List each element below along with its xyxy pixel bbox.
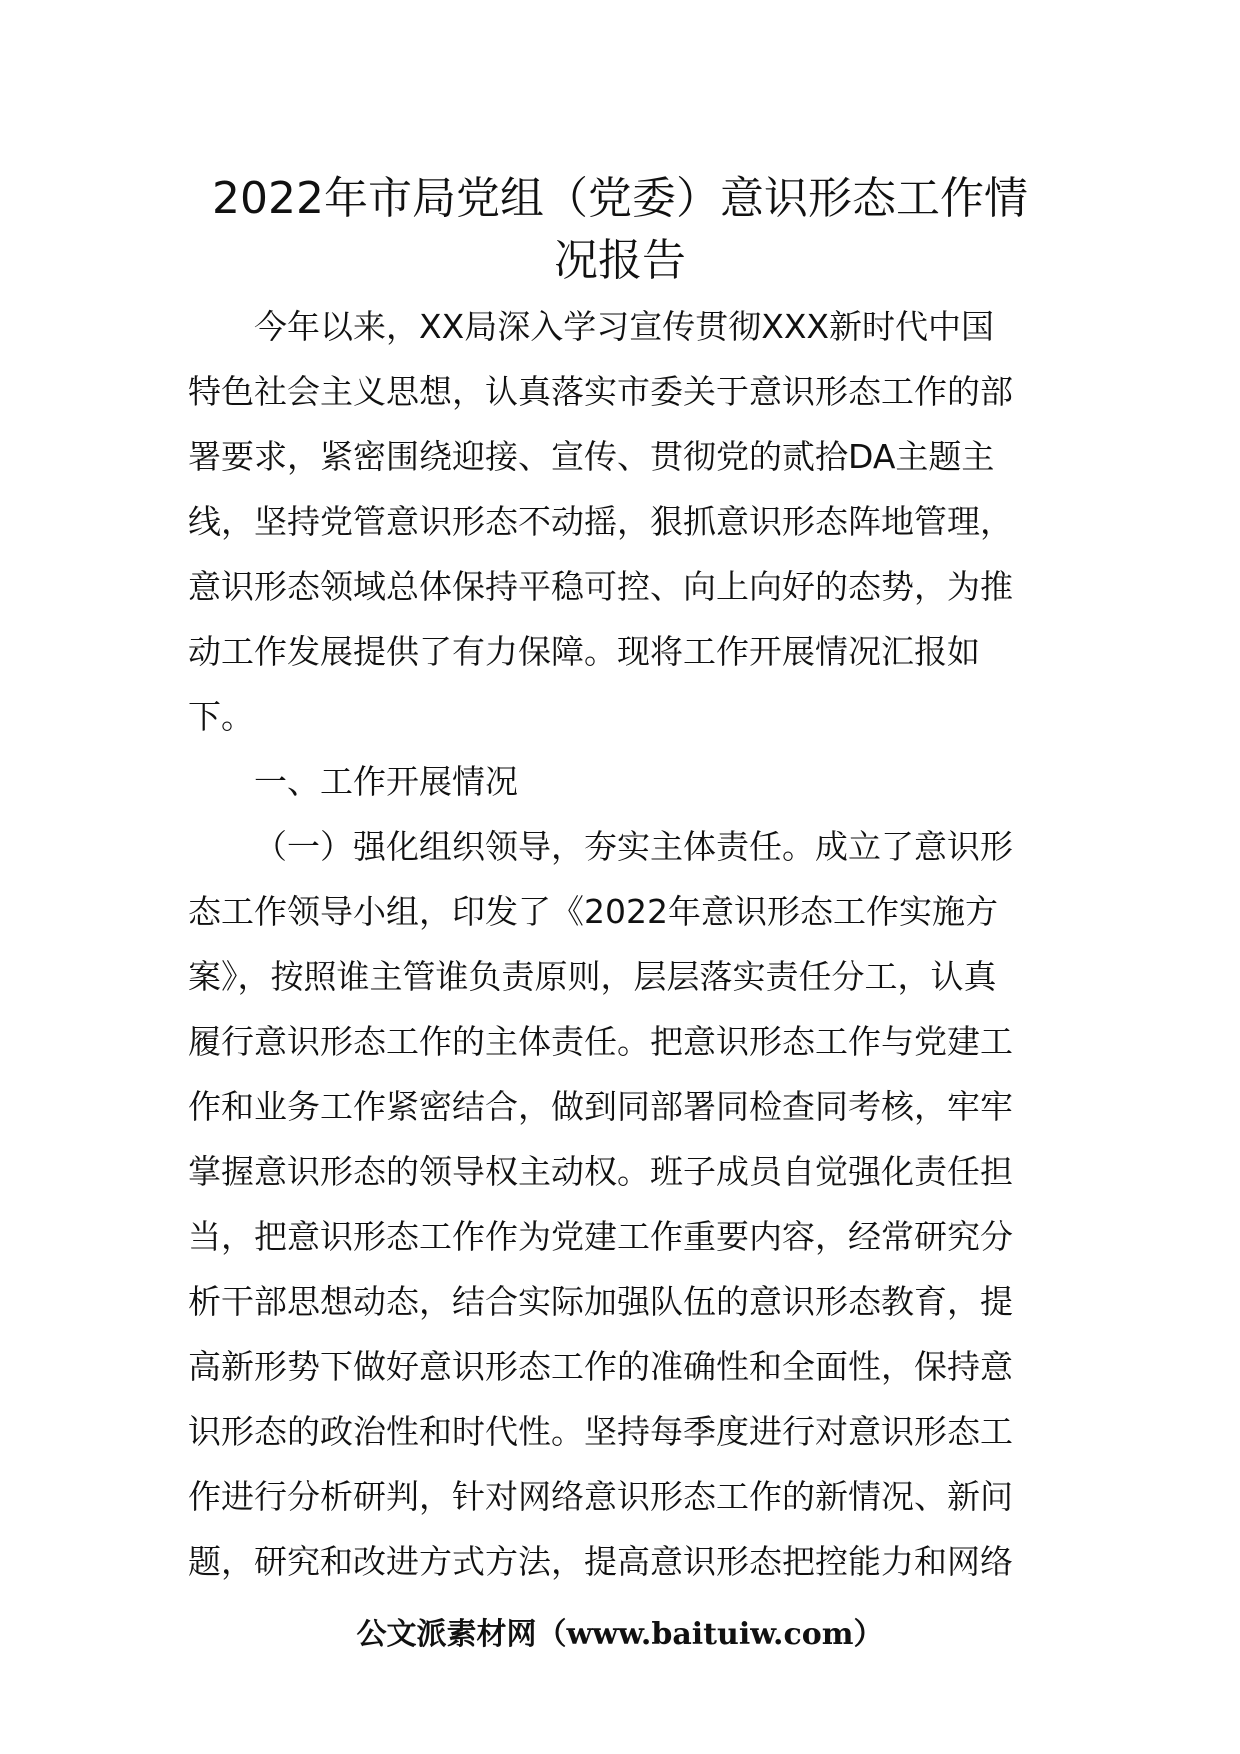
title-line-1: 2022年市局党组（党委）意识形态工作情 <box>212 173 1028 224</box>
document-title <box>180 168 1060 292</box>
body-line: 识形态的政治性和时代性。坚持每季度进行对意识形态工 <box>188 1412 1013 1451</box>
body-line: 高新形势下做好意识形态工作的准确性和全面性，保持意 <box>188 1347 1013 1386</box>
body-line: 特色社会主义思想，认真落实市委关于意识形态工作的部 <box>188 372 1013 411</box>
body-line: 案》，按照谁主管谁负责原则，层层落实责任分工，认真 <box>188 957 997 996</box>
body-line: 态工作领导小组，印发了《2022年意识形态工作实施方 <box>188 892 998 931</box>
document-body <box>188 294 1058 1594</box>
body-line: 下。 <box>188 697 254 736</box>
body-line: 作和业务工作紧密结合，做到同部署同检查同考核，牢牢 <box>188 1087 1013 1126</box>
body-line: （一）强化组织领导，夯实主体责任。成立了意识形 <box>254 827 1013 866</box>
body-line: 今年以来，XX局深入学习宣传贯彻XXX新时代中国 <box>254 307 995 346</box>
section-heading: 一、工作开展情况 <box>254 762 518 801</box>
body-line: 履行意识形态工作的主体责任。把意识形态工作与党建工 <box>188 1022 1013 1061</box>
body-line: 题，研究和改进方式方法，提高意识形态把控能力和网络 <box>188 1542 1013 1581</box>
body-line: 动工作发展提供了有力保障。现将工作开展情况汇报如 <box>188 632 980 671</box>
body-line: 署要求，紧密围绕迎接、宣传、贯彻党的贰拾DA主题主 <box>188 437 995 476</box>
body-line: 作进行分析研判，针对网络意识形态工作的新情况、新问 <box>188 1477 1013 1516</box>
body-line: 当，把意识形态工作作为党建工作重要内容，经常研究分 <box>188 1217 1013 1256</box>
body-line: 意识形态领域总体保持平稳可控、向上向好的态势，为推 <box>188 567 1013 606</box>
body-line: 掌握意识形态的领导权主动权。班子成员自觉强化责任担 <box>188 1152 1013 1191</box>
body-line: 线，坚持党管意识形态不动摇，狠抓意识形态阵地管理， <box>188 502 1013 541</box>
title-line-2: 况报告 <box>554 235 686 286</box>
footer-watermark: 公文派素材网（www.baituiw.com） <box>356 1617 884 1652</box>
body-line: 析干部思想动态，结合实际加强队伍的意识形态教育，提 <box>188 1282 1013 1321</box>
